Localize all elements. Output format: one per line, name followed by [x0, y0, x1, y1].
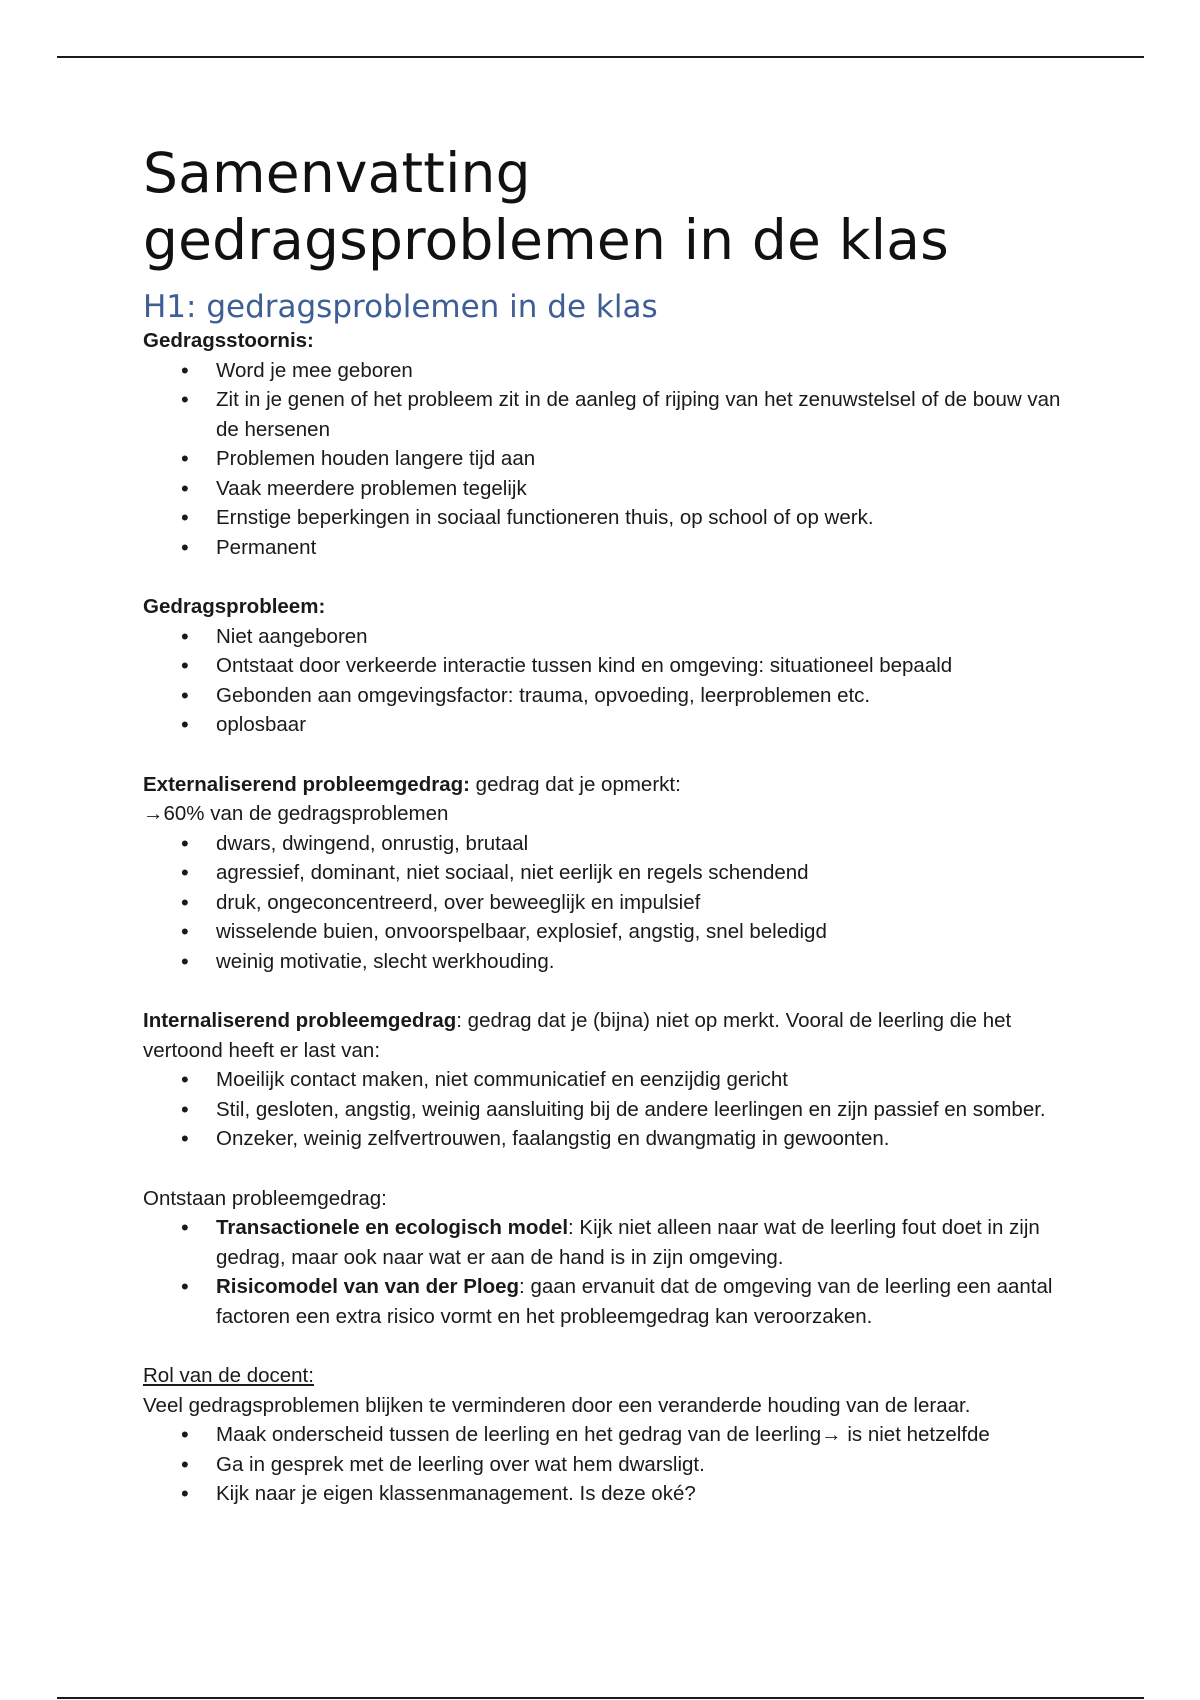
list-rol-docent: [143, 1420, 1063, 1509]
model-name: Transactionele en ecologisch model: [216, 1216, 569, 1239]
list-item: • Onzeker, weinig zelfvertrouwen, faalangstig en dwangmatig in gewoonten.: [143, 1124, 1063, 1154]
list-item: • Kijk naar je eigen klassenmanagement. Is deze oké?: [143, 1479, 1063, 1509]
list-gedragsprobleem: [143, 622, 1063, 740]
list-item: • Problemen houden langere tijd aan: [143, 444, 1063, 474]
list-item: [143, 1213, 1063, 1272]
internaliserend-intro: [143, 1006, 1063, 1065]
internaliserend-text: : gedrag dat je (bijna) niet op merkt. Vooral de leerling die het vertoond heeft er last van:: [143, 1009, 1012, 1062]
list-item: • druk, ongeconcentreerd, over beweeglijk en impulsief: [143, 888, 1063, 918]
label-gedragsstoornis: Gedragsstoornis:: [143, 329, 314, 352]
document-title: Samenvatting gedragsproblemen in de klas: [143, 141, 950, 272]
label-gedragsprobleem: Gedragsprobleem:: [143, 595, 326, 618]
model-text: : gaan ervanuit dat de omgeving van de leerling een aantal factoren een extra risico vormt en het probleemgedrag kan veroorzaken.: [216, 1275, 1053, 1328]
label-externaliserend: Externaliserend probleemgedrag:: [143, 772, 470, 796]
list-ontstaan: [143, 1213, 1063, 1331]
heading-h1: H1: gedragsproblemen in de klas: [143, 289, 658, 325]
list-item: • Ga in gesprek met de leerling over wat hem dwarsligt.: [143, 1450, 1063, 1480]
list-item: • wisselende buien, onvoorspelbaar, explosief, angstig, snel beledigd: [143, 917, 1063, 947]
list-gedragsstoornis: [143, 356, 1063, 563]
list-externaliserend: [143, 829, 1063, 977]
list-item: • Gebonden aan omgevingsfactor: trauma, opvoeding, leerproblemen etc.: [143, 681, 1063, 711]
list-item: • weinig motivatie, slecht werkhouding.: [143, 947, 1063, 977]
list-internaliserend: [143, 1065, 1063, 1154]
section-externaliserend: [143, 770, 1063, 977]
top-rule: [57, 56, 1144, 58]
label-rol-docent: Rol van de docent:: [143, 1364, 314, 1387]
label-internaliserend: Internaliserend probleemgedrag: [143, 1009, 457, 1032]
externaliserend-intro: [143, 770, 1063, 800]
section-gedragsstoornis: [143, 326, 1063, 562]
list-item: • Word je mee geboren: [143, 356, 1063, 386]
section-gedragsprobleem: [143, 592, 1063, 740]
section-rol-docent: [143, 1361, 1063, 1509]
list-item: • Niet aangeboren: [143, 622, 1063, 652]
bottom-rule: [57, 1697, 1144, 1699]
list-item: • Vaak meerdere problemen tegelijk: [143, 474, 1063, 504]
list-item: • Permanent: [143, 533, 1063, 563]
list-item: • Maak onderscheid tussen de leerling en het gedrag van de leerling→ is niet hetzelfde: [143, 1420, 1063, 1450]
section-ontstaan: [143, 1184, 1063, 1332]
externaliserend-arrow-line: →60% van de gedragsproblemen: [143, 802, 449, 825]
section-internaliserend: [143, 1006, 1063, 1154]
list-item: • agressief, dominant, niet sociaal, niet eerlijk en regels schendend: [143, 858, 1063, 888]
model-text: : Kijk niet alleen naar wat de leerling fout doet in zijn gedrag, maar ook naar wat er aan de hand is in zijn omgeving.: [216, 1216, 1040, 1269]
list-item: • Moeilijk contact maken, niet communicatief en eenzijdig gericht: [143, 1065, 1063, 1095]
list-item: • dwars, dwingend, onrustig, brutaal: [143, 829, 1063, 859]
list-item: • Ernstige beperkingen in sociaal functioneren thuis, op school of op werk.: [143, 503, 1063, 533]
externaliserend-text: gedrag dat je opmerkt:: [469, 772, 681, 796]
rol-docent-intro: Veel gedragsproblemen blijken te verminderen door een veranderde houding van de leraar.: [143, 1393, 971, 1417]
list-item: [143, 1272, 1063, 1331]
label-ontstaan: Ontstaan probleemgedrag:: [143, 1186, 387, 1210]
list-item: • Stil, gesloten, angstig, weinig aansluiting bij de andere leerlingen en zijn passief en somber.: [143, 1095, 1063, 1125]
model-name: Risicomodel van van der Ploeg: [216, 1275, 520, 1298]
list-item: • Zit in je genen of het probleem zit in de aanleg of rijping van het zenuwstelsel of de bouw van de hersenen: [143, 385, 1063, 444]
document-body: [143, 140, 1063, 1509]
list-item: • Ontstaat door verkeerde interactie tussen kind en omgeving: situationeel bepaald: [143, 651, 1063, 681]
list-item: • oplosbaar: [143, 710, 1063, 740]
